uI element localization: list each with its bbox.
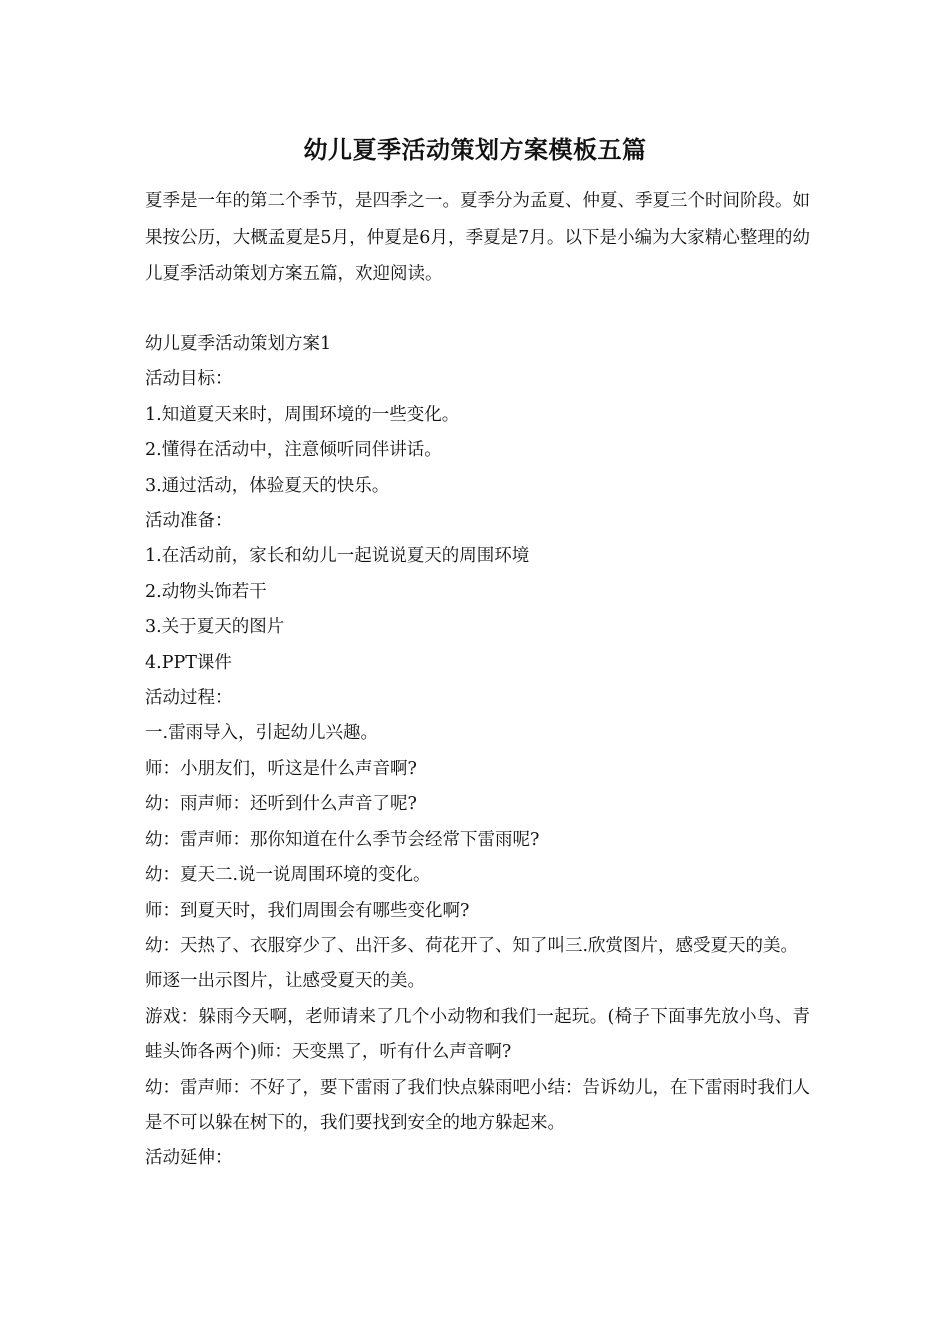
text-line: 活动过程： [145,688,233,709]
text-line: 1.在活动前，家长和幼儿一起说说夏天的周围环境 [145,546,530,567]
text-line: 2.懂得在活动中，注意倾听同伴讲话。 [145,440,442,461]
section-heading: 幼儿夏季活动策划方案1 [145,334,332,354]
text-line: 3.关于夏天的图片 [145,617,285,638]
text-line: 活动目标： [145,369,233,390]
text-line: 3.通过活动，体验夏天的快乐。 [145,475,390,496]
intro-text: 夏季是一年的第二个季节，是四季之一。夏季分为孟夏、仲夏、季夏三个时间阶段。如果按公历，大概孟夏是5月，仲夏是6月，季夏是7月。以下是小编为大家精心整理的幼儿夏季活动策划方案五篇，欢迎阅读。 [145,191,810,284]
text-line: 一.雷雨导入，引起幼儿兴趣。 [145,723,379,744]
text-line: 幼：雷声师：不好了，要下雷雨了我们快点躲雨吧小结：告诉幼儿，在下雷雨时我们人是不可以躲在树下的，我们要找到安全的地方躲起来。 [145,1077,810,1133]
text-line: 幼：雷声师：那你知道在什么季节会经常下雷雨呢? [145,829,540,850]
text-line: 幼：天热了、衣服穿少了、出汗多、荷花开了、知了叫三.欣赏图片，感受夏天的美。 [145,935,799,956]
text-line: 4.PPT课件 [145,652,232,673]
text-line: 2.动物头饰若干 [145,581,267,602]
text-line: 活动延伸： [145,1148,233,1169]
text-line: 游戏：躲雨今天啊，老师请来了几个小动物和我们一起玩。(椅子下面事先放小鸟、青蛙头饰各两个)师：天变黑了，听有什么声音啊? [145,1006,810,1063]
text-line: 师：到夏天时，我们周围会有哪些变化啊? [145,900,470,921]
text-line: 幼：雨声师：还听到什么声音了呢? [145,794,417,815]
text-line: 幼：夏天二.说一说周围环境的变化。 [145,865,431,886]
document-body [145,327,810,1177]
intro-paragraph [145,183,810,293]
text-line: 师逐一出示图片，让感受夏天的美。 [145,971,425,992]
text-line: 1.知道夏天来时，周围环境的一些变化。 [145,404,460,425]
text-line: 师：小朋友们，听这是什么声音啊? [145,758,417,779]
text-line: 活动准备： [145,511,233,532]
document-title: 幼儿夏季活动策划方案模板五篇 [303,135,647,164]
